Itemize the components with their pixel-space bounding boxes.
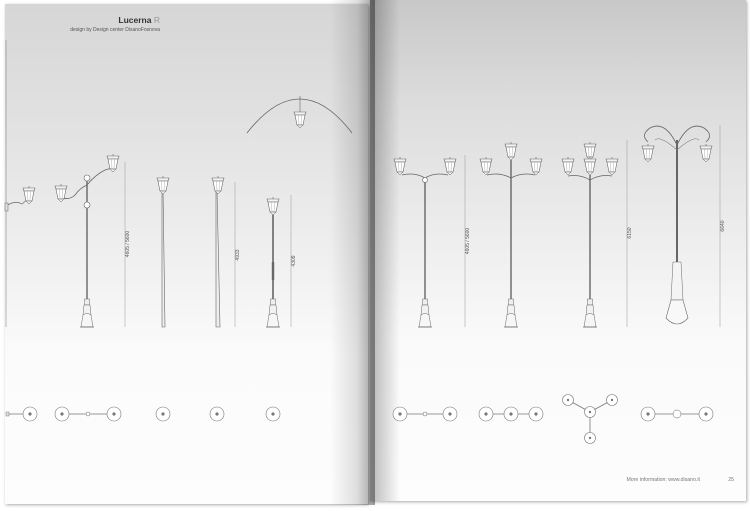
- double-arm-pole-left: [55, 154, 119, 327]
- product-suffix: R: [153, 15, 160, 25]
- triple-arm-pole: [480, 142, 542, 327]
- dim-label-double-left: 4605 / 5600: [125, 230, 131, 258]
- double-arm-pole-right: [394, 157, 456, 327]
- decorative-pole-left: [266, 197, 280, 327]
- ornamental-pole: [642, 126, 712, 324]
- dim-label-double-right: 4605 / 5600: [465, 227, 471, 255]
- more-info-link: More information: www.disano.it: [626, 477, 700, 483]
- product-name: Lucerna: [118, 15, 152, 25]
- suspended-pendant: [247, 96, 352, 133]
- single-pole-1: [157, 176, 169, 327]
- plan-views-left: [6, 407, 280, 421]
- dim-label-pole-mid: 4933: [235, 249, 241, 261]
- dim-label-triple-right: 6150: [627, 227, 633, 239]
- dim-label-pole-right: 4309: [291, 255, 297, 267]
- wall-bracket-lamp: [5, 186, 35, 211]
- page-number: 25: [728, 477, 734, 483]
- four-lamp-pole: [562, 142, 618, 327]
- plan-views-right: [393, 395, 713, 444]
- dim-label-ornamental: 6640: [720, 220, 726, 232]
- single-pole-2: [212, 176, 224, 327]
- product-subtitle: design by Design center DisanoFosnova: [70, 27, 160, 33]
